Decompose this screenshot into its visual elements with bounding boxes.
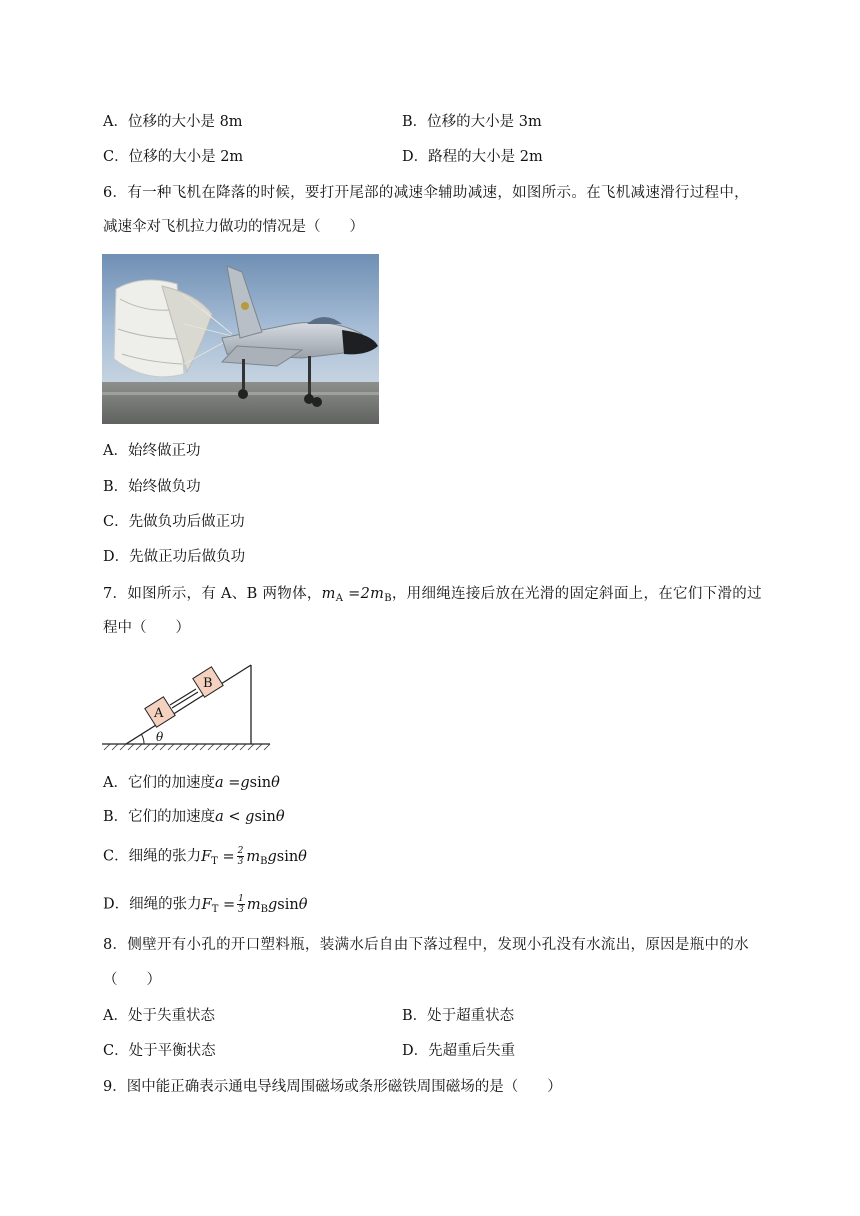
q5-option-a: A．位移的大小是 8m (103, 114, 243, 130)
angle-theta-label: θ (156, 730, 164, 744)
q7-mass-relation: $m_A =2m_B$ (321, 586, 392, 604)
q8-stem-line2: （ ） (103, 972, 161, 988)
q7-stem-suffix: ，用细绳连接后放在光滑的固定斜面上，在它们下滑的过 (391, 586, 762, 602)
q7-stem-line1 (103, 584, 762, 609)
q7-option-c-formula: $F_T$ = $\frac{2}{3}$ $m_Bgsin\theta$ (201, 846, 307, 867)
q8-option-d: D．先超重后失重 (402, 1043, 516, 1059)
q6-option-c: C．先做负功后做正功 (103, 514, 245, 530)
q7-stem-line2: 程中（ ） (103, 620, 190, 636)
q9-stem: 9．图中能正确表示通电导线周围磁场或条形磁铁周围磁场的是（ ） (103, 1079, 562, 1095)
q7-option-d-formula: $F_T$ = $\frac{1}{3}$ $m_Bgsin\theta$ (201, 894, 308, 915)
q7-option-a-text: A．它们的加速度 (103, 775, 215, 791)
q8-option-c: C．处于平衡状态 (103, 1043, 216, 1059)
q6-stem-line1: 6．有一种飞机在降落的时候，要打开尾部的减速伞辅助减速，如图所示。在飞机减速滑行过程中， (103, 185, 749, 201)
q7-option-c-text: C．细绳的张力 (103, 848, 202, 865)
block-b-label: B (203, 676, 213, 691)
q7-option-a (103, 773, 280, 793)
q6-stem-line2: 减速伞对飞机拉力做功的情况是（ ） (103, 219, 364, 235)
q7-option-b-text: B．它们的加速度 (103, 809, 216, 825)
q6-option-d: D．先做正功后做负功 (103, 549, 246, 565)
q7-option-b (103, 807, 285, 827)
block-a-label: A (154, 706, 164, 721)
q6-option-a: A．始终做正功 (103, 443, 201, 459)
q8-option-a: A．处于失重状态 (103, 1008, 215, 1024)
incline-diagram (100, 660, 275, 755)
q7-option-b-formula: a < gsinθ (215, 809, 285, 825)
q5-option-c: C．位移的大小是 2m (103, 149, 244, 165)
q8-stem-line1: 8．侧壁开有小孔的开口塑料瓶，装满水后自由下落过程中，发现小孔没有水流出，原因是瓶中的水 (103, 937, 749, 953)
q7-stem-prefix: 7．如图所示，有 A、B 两物体， (103, 586, 322, 602)
q5-option-d: D．路程的大小是 2m (402, 149, 543, 165)
q5-option-b: B．位移的大小是 3m (402, 114, 542, 130)
q8-option-b: B．处于超重状态 (402, 1008, 515, 1024)
q7-option-d (103, 894, 307, 920)
q6-option-b: B．始终做负功 (103, 479, 201, 495)
q7-option-a-formula: a =gsinθ (214, 775, 280, 791)
q7-option-d-text: D．细绳的张力 (103, 896, 202, 913)
fighter-jet-drag-chute-photo (102, 254, 379, 424)
q7-option-c (103, 846, 307, 872)
